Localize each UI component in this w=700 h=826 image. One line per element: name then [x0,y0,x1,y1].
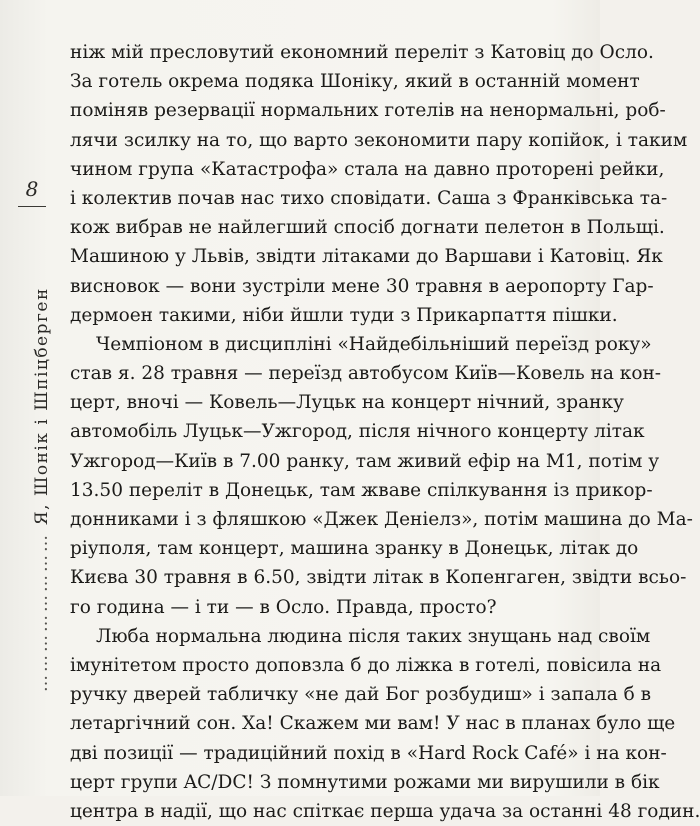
text-line: церт, вночі — Ковель—Луцьк на концерт нічний, зранку [70,392,624,414]
text-line: За готель окрема подяка Шоніку, який в останній момент [70,71,640,93]
text-line: Києва 30 травня в 6.50, звідти літак в Копенгаген, звідти всьо- [70,567,687,589]
text-line: кож вибрав не найлегший спосіб догнати пелетон в Польщі. [70,217,665,239]
text-line: центра в надії, що нас спіткає перша удача за останні 48 годин. [70,800,700,822]
running-title-dots: …………………… [32,532,52,692]
side-header [14,172,50,742]
text-line: дві позиції — традиційний похід в «Hard Rock Café» і на кон- [70,742,667,764]
text-line: дермоен такими, ніби йшли туди з Прикарпаття пішки. [70,304,618,326]
text-line: лячи зсилку на то, що варто зекономити пару копійок, і таким [70,129,688,151]
text-line: церт групи AC/DC! З помнутими рожами ми вирушили в бік [70,771,660,793]
text-line: го година — і ти — в Осло. Правда, просто? [70,596,497,618]
page-number-rule [18,206,46,207]
page-number: 8 [25,177,39,201]
text-line: імунітетом просто доповзла б до ліжка в готелі, повісила на [70,654,662,676]
text-line: поміняв резервації нормальних готелів на ненормальні, роб- [70,100,666,122]
text-line: чином група «Катастрофа» стала на давно проторені рейки, [70,158,665,180]
running-title [32,287,52,692]
text-line: Ужгород—Київ в 7.00 ранку, там живий ефір на М1, потім у [70,450,660,472]
text-line: 13.50 переліт в Донецьк, там жваве спілкування із прикор- [70,479,653,501]
text-line: ніж мій пресловутий економний переліт з Катовіц до Осло. [70,42,654,63]
text-line: донниками і з фляшкою «Джек Деніелз», потім машина до Ма- [70,509,693,530]
text-line: і колектив почав нас тихо сповідати. Саша з Франківська та- [70,187,668,209]
text-line: Чемпіоном в дисципліні «Найдебільніший переїзд року» [96,333,652,355]
text-line: автомобіль Луцьк—Ужгород, після нічного концерту літак [70,421,645,443]
text-line: летаргічний сон. Ха! Скажем ми вам! У нас в планах було ще [70,713,676,735]
text-line: Люба нормальна людина після таких знущань над своїм [96,625,651,647]
text-line: ручку дверей табличку «не дай Бог розбудиш» і запала б в [70,684,652,706]
body-text [70,38,700,826]
text-line: став я. 28 травня — переїзд автобусом Київ—Ковель на кон- [70,363,662,385]
text-line: висновок — вони зустріли мене 30 травня в аеропорту Гар- [70,275,654,297]
running-title-text: Я, Шонік і Шпіцберген [32,287,52,526]
text-line: Машиною у Львів, звідти літаками до Варшави і Катовіц. Як [70,246,663,268]
text-line: ріуполя, там концерт, машина зранку в Донецьк, літак до [70,538,639,560]
